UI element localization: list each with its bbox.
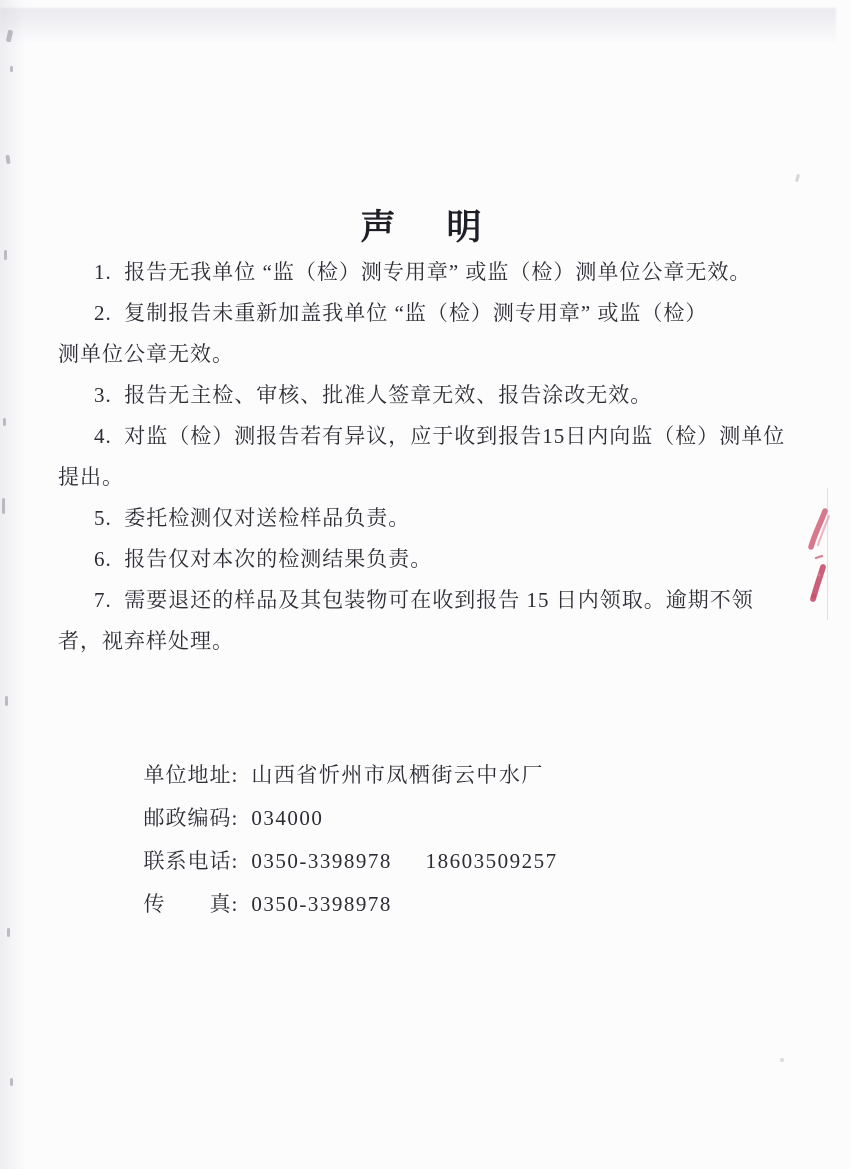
scan-left-shadow [0,0,26,1169]
contact-value-phone: 0350-3398978 18603509257 [251,849,558,873]
statement-line-7: 7. 需要退还的样品及其包装物可在收到报告 15 日内领取。逾期不领 [94,588,754,612]
scan-speck [7,928,10,937]
scan-speck [3,418,6,426]
contact-label-fax: 传 真: [143,892,239,916]
scan-speck [10,66,13,72]
contact-label-postcode: 邮政编码: [143,806,239,830]
contact-value-fax: 0350-3398978 [251,892,392,916]
statement-title: 声 明 [360,208,490,247]
scan-speck [780,1058,784,1062]
statement-line-4: 4. 对监（检）测报告若有异议，应于收到报告15日内向监（检）测单位 [94,424,786,448]
contact-info [112,711,732,916]
scan-speck [4,250,7,260]
statement-body [58,252,818,662]
scan-speck [10,1078,13,1086]
scan-top-shadow [0,8,836,44]
contact-row-address [112,711,732,787]
scan-speck [5,696,8,706]
statement-line-5: 5. 委托检测仅对送检样品负责。 [94,506,411,530]
contact-value-postcode: 034000 [251,806,324,830]
statement-line-2-cont: 测单位公章无效。 [58,342,234,366]
statement-line-3: 3. 报告无主检、审核、批准人签章无效、报告涂改无效。 [94,383,653,407]
statement-line-4-cont: 提出。 [58,465,124,489]
scan-speck [795,174,800,183]
scan-speck [2,498,5,514]
contact-label-address: 单位地址: [143,763,239,787]
contact-label-phone: 联系电话: [143,849,239,873]
contact-value-address: 山西省忻州市凤栖街云中水厂 [251,763,544,787]
statement-line-2: 2. 复制报告未重新加盖我单位 “监（检）测专用章” 或监（检） [94,301,708,325]
statement-line-6: 6. 报告仅对本次的检测结果负责。 [94,547,433,571]
statement-line-7-cont: 者，视弃样处理。 [58,629,234,653]
statement-line-1: 1. 报告无我单位 “监（检）测专用章” 或监（检）测单位公章无效。 [94,260,752,284]
